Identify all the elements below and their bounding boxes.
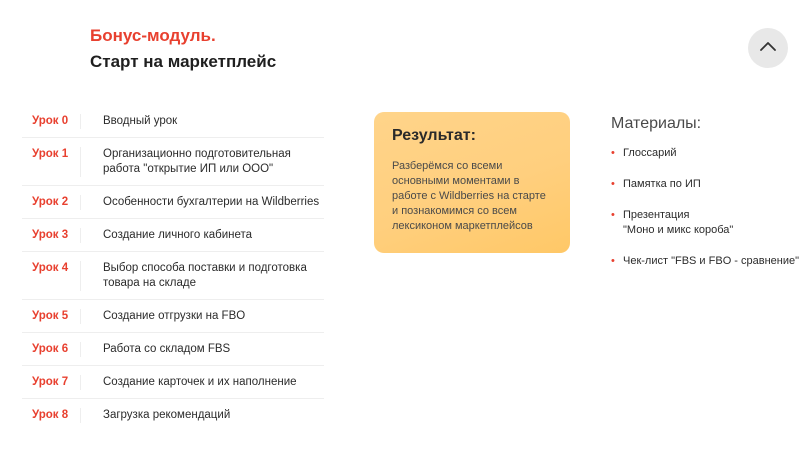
lesson-list (22, 105, 324, 431)
lesson-row[interactable] (22, 252, 324, 300)
bullet-icon: • (611, 178, 615, 190)
lesson-number: Урок 6 (22, 342, 81, 357)
lesson-title: Создание личного кабинета (103, 229, 253, 241)
materials-title: Материалы: (611, 115, 702, 132)
module-subtitle: Бонус-модуль. (90, 26, 216, 45)
lesson-number: Урок 3 (22, 228, 81, 243)
collapse-button[interactable] (748, 28, 788, 68)
lesson-title: Выбор способа поставки и подготовка товара на складе (103, 262, 307, 289)
lesson-title: Создание отгрузки на FBO (103, 310, 246, 322)
materials-item-label: Глоссарий (623, 147, 677, 159)
lesson-number: Урок 5 (22, 309, 81, 324)
lesson-row[interactable] (22, 105, 324, 138)
lesson-row[interactable] (22, 399, 324, 431)
lesson-title: Особенности бухгалтерии на Wildberries (103, 196, 320, 208)
materials-item-label: Чек-лист "FBS и FBO - сравнение" (623, 255, 800, 267)
lesson-number: Урок 2 (22, 195, 81, 210)
materials-item-label: Памятка по ИП (623, 178, 701, 190)
result-text: Разберёмся со всеми основными моментами в работе с Wildberries на старте и познакомимся со всем лексиконом маркетплейсов (392, 160, 546, 232)
bullet-icon: • (611, 255, 615, 267)
materials-section (611, 114, 800, 285)
lesson-row[interactable] (22, 138, 324, 186)
lesson-number: Урок 0 (22, 114, 81, 129)
materials-item-label: Презентация (623, 209, 690, 221)
materials-item[interactable] (611, 254, 800, 269)
lesson-row[interactable] (22, 186, 324, 219)
lesson-title: Работа со складом FBS (103, 343, 231, 355)
materials-item[interactable] (611, 208, 800, 238)
lesson-number: Урок 4 (22, 261, 81, 291)
lesson-row[interactable] (22, 333, 324, 366)
lesson-row[interactable] (22, 366, 324, 399)
lesson-number: Урок 8 (22, 408, 81, 423)
lesson-row[interactable] (22, 219, 324, 252)
module-header (90, 26, 276, 72)
lesson-title: Вводный урок (103, 115, 178, 127)
module-title: Старт на маркетплейс (90, 52, 277, 71)
materials-item[interactable] (611, 146, 800, 161)
bullet-icon: • (611, 147, 615, 159)
bullet-icon: • (611, 209, 615, 221)
lesson-title: Организационно подготовительная работа "открытие ИП или ООО" (103, 148, 291, 175)
lesson-number: Урок 7 (22, 375, 81, 390)
lesson-title: Загрузка рекомендаций (103, 409, 231, 421)
result-title: Результат: (392, 127, 476, 144)
chevron-up-icon (759, 39, 777, 57)
lesson-number: Урок 1 (22, 147, 81, 177)
lesson-title: Создание карточек и их наполнение (103, 376, 297, 388)
lesson-row[interactable] (22, 300, 324, 333)
materials-item[interactable] (611, 177, 800, 192)
result-card (374, 112, 570, 253)
materials-item-sublabel: "Моно и микс короба" (623, 224, 734, 236)
materials-list (611, 146, 800, 269)
